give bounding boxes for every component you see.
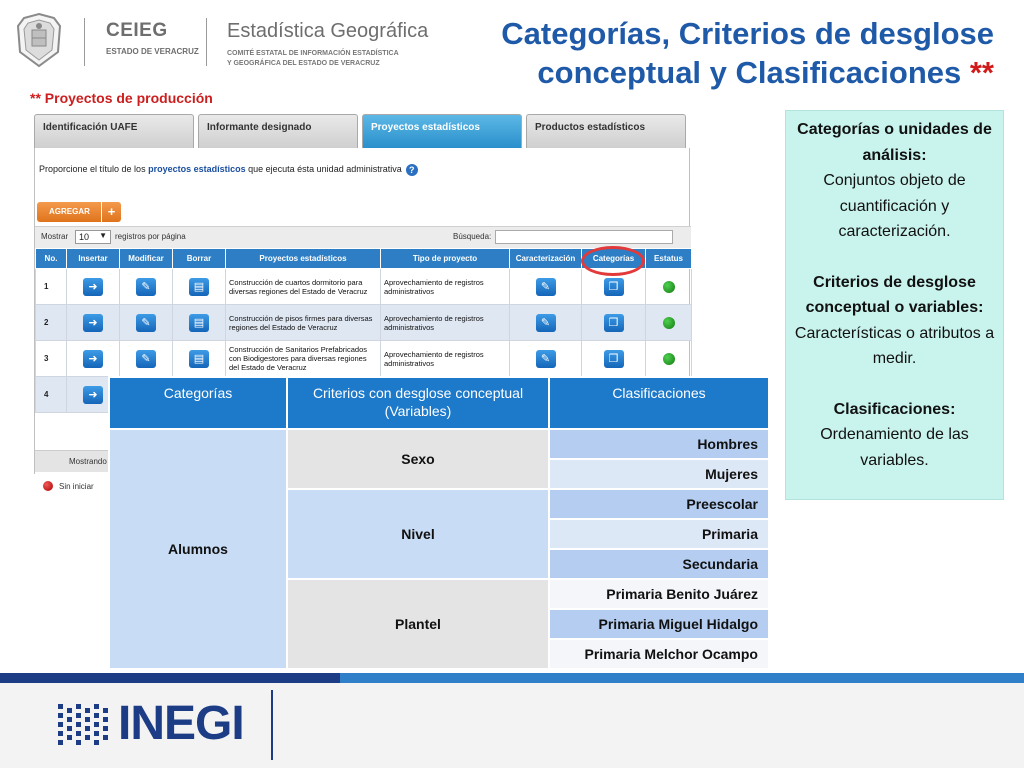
classification-cell: Hombres [549, 429, 769, 459]
page-size-select[interactable] [75, 230, 111, 244]
legend-label: Sin iniciar [59, 482, 94, 491]
classification-cell: Primaria Benito Juárez [549, 579, 769, 609]
status-red-icon [43, 481, 53, 491]
classification-row [109, 429, 769, 459]
project-name: Construcción de Sanitarios Prefabricados con Biodigestores para diversas regiones del Estado de Veracruz [226, 341, 381, 377]
tab-proyectos-estadisticos[interactable]: Proyectos estadísticos [362, 114, 522, 148]
eg-title: Estadística Geográfica [227, 20, 429, 42]
ceieg-title: CEIEG [106, 20, 168, 41]
project-type: Aprovechamiento de registros administrativos [381, 305, 510, 341]
col-header[interactable]: Modificar [120, 249, 173, 269]
page-title-line1: Categorías, Criterios de desglose [501, 16, 994, 51]
table-row [36, 305, 692, 341]
delete-trash-icon[interactable]: ▤ [189, 314, 209, 332]
table-toolbar [35, 226, 691, 248]
classification-header-row [109, 377, 769, 429]
col-header[interactable]: Estatus [646, 249, 692, 269]
prompt-post: que ejecuta ésta unidad administrativa [245, 164, 402, 174]
footer-bar-light [340, 673, 1024, 683]
categories-definition [786, 117, 1003, 245]
criterion-cell: Sexo [287, 429, 549, 489]
insert-arrow-icon[interactable]: ➜ [83, 278, 103, 296]
inegi-logo-text: INEGI [118, 697, 244, 750]
insert-arrow-icon[interactable]: ➜ [83, 350, 103, 368]
page-title-stars: ** [969, 55, 994, 90]
classification-cell: Primaria Miguel Hidalgo [549, 609, 769, 639]
showing-info: Mostrando [35, 450, 111, 472]
edit-pencil-icon[interactable]: ✎ [136, 350, 156, 368]
help-icon[interactable]: ? [406, 164, 418, 176]
page-title-line2 [434, 53, 994, 92]
categories-window-icon[interactable]: ❐ [604, 314, 624, 332]
add-button[interactable] [37, 202, 121, 222]
footer-separator [271, 690, 273, 760]
categories-def-text: Conjuntos objeto de cuantificación y caracterización. [823, 172, 966, 240]
tab-productos-estadisticos[interactable]: Productos estadísticos [526, 114, 686, 148]
category-cell: Alumnos [109, 429, 287, 669]
project-type: Aprovechamiento de registros administrativos [381, 341, 510, 377]
row-number: 3 [36, 341, 67, 377]
search-input[interactable] [495, 230, 673, 244]
page-title-line2-text: conceptual y Clasificaciones [537, 55, 970, 90]
classification-table [108, 376, 770, 670]
header-separator [206, 18, 207, 66]
prompt-pre: Proporcione el título de los [39, 164, 149, 174]
search-label: Búsqueda: [453, 232, 492, 241]
col-header[interactable]: Categorías [582, 249, 646, 269]
row-number: 1 [36, 269, 67, 305]
criteria-definition [786, 270, 1003, 372]
categories-def-title: Categorías o unidades de análisis: [797, 121, 992, 164]
inegi-dots-logo-icon [56, 700, 116, 748]
criteria-def-title: Criterios de desglose conceptual o variables: [805, 273, 984, 316]
characterization-edit-icon[interactable]: ✎ [536, 314, 556, 332]
col-header[interactable]: Caracterización [510, 249, 582, 269]
show-label: Mostrar [41, 232, 69, 241]
status-green-icon [663, 281, 675, 293]
edit-pencil-icon[interactable]: ✎ [136, 314, 156, 332]
classifications-definition [786, 397, 1003, 474]
table-row [36, 269, 692, 305]
eg-subtitle-line2: Y GEOGRÁFICA DEL ESTADO DE VERACRUZ [227, 60, 380, 67]
row-number: 2 [36, 305, 67, 341]
edit-pencil-icon[interactable]: ✎ [136, 278, 156, 296]
delete-trash-icon[interactable]: ▤ [189, 350, 209, 368]
status-green-icon [663, 317, 675, 329]
characterization-edit-icon[interactable]: ✎ [536, 350, 556, 368]
add-button-label: AGREGAR [49, 207, 90, 216]
production-projects-label: ** Proyectos de producción [30, 90, 213, 106]
criteria-def-text: Características o atributos a medir. [794, 324, 995, 367]
table-row [36, 341, 692, 377]
project-type: Aprovechamiento de registros administrativos [381, 269, 510, 305]
delete-trash-icon[interactable]: ▤ [189, 278, 209, 296]
project-name: Construcción de pisos firmes para diversas regiones del Estado de Veracruz [226, 305, 381, 341]
row-number: 4 [36, 377, 67, 413]
insert-arrow-icon[interactable]: ➜ [83, 314, 103, 332]
criterion-cell: Plantel [287, 579, 549, 669]
header-separator [84, 18, 85, 66]
per-page-label: registros por página [115, 232, 186, 241]
col-header[interactable]: Borrar [173, 249, 226, 269]
project-name: Construcción de cuartos dormitorio para diversas regiones del Estado de Veracruz [226, 269, 381, 305]
col-header[interactable]: No. [36, 249, 67, 269]
categories-window-icon[interactable]: ❐ [604, 350, 624, 368]
highlight-circle [581, 246, 645, 276]
col-header[interactable]: Insertar [67, 249, 120, 269]
tab-bar [34, 114, 690, 148]
col-header[interactable]: Proyectos estadísticos [226, 249, 381, 269]
classification-cell: Mujeres [549, 459, 769, 489]
insert-arrow-icon[interactable]: ➜ [83, 386, 103, 404]
definitions-box [785, 110, 1004, 500]
tab-identificacion-uafe[interactable]: Identificación UAFE [34, 114, 194, 148]
page-size-value: 10 [79, 232, 90, 242]
characterization-edit-icon[interactable]: ✎ [536, 278, 556, 296]
eg-subtitle-line1: COMITÉ ESTATAL DE INFORMACIÓN ESTADÍSTICA [227, 50, 399, 57]
footer-bar-dark [0, 673, 340, 683]
classification-cell: Primaria Melchor Ocampo [549, 639, 769, 669]
plus-icon: + [101, 202, 121, 222]
criterion-cell: Nivel [287, 489, 549, 579]
status-legend [43, 481, 94, 491]
classification-cell: Primaria [549, 519, 769, 549]
classification-cell: Secundaria [549, 549, 769, 579]
estadistica-geografica-logo [227, 20, 428, 69]
col-header[interactable]: Tipo de proyecto [381, 249, 510, 269]
classification-cell: Preescolar [549, 489, 769, 519]
categories-header: Categorías [109, 377, 287, 429]
eg-subtitle [227, 49, 428, 69]
classifications-def-text: Ordenamiento de las variables. [820, 426, 969, 469]
classifications-def-title: Clasificaciones: [833, 400, 956, 418]
criteria-header: Criterios con desglose conceptual (Variables) [287, 377, 549, 429]
ceieg-subtitle: ESTADO DE VERACRUZ [106, 47, 199, 56]
categories-window-icon[interactable]: ❐ [604, 278, 624, 296]
prompt-highlight: proyectos estadísticos [148, 164, 246, 174]
ceieg-logo [106, 20, 199, 56]
chevron-down-icon: ▼ [99, 231, 107, 240]
page-title [434, 14, 994, 92]
classifications-header: Clasificaciones [549, 377, 769, 429]
tab-informante-designado[interactable]: Informante designado [198, 114, 358, 148]
status-green-icon [663, 353, 675, 365]
projects-prompt [39, 164, 418, 176]
veracruz-shield-logo [14, 12, 64, 68]
